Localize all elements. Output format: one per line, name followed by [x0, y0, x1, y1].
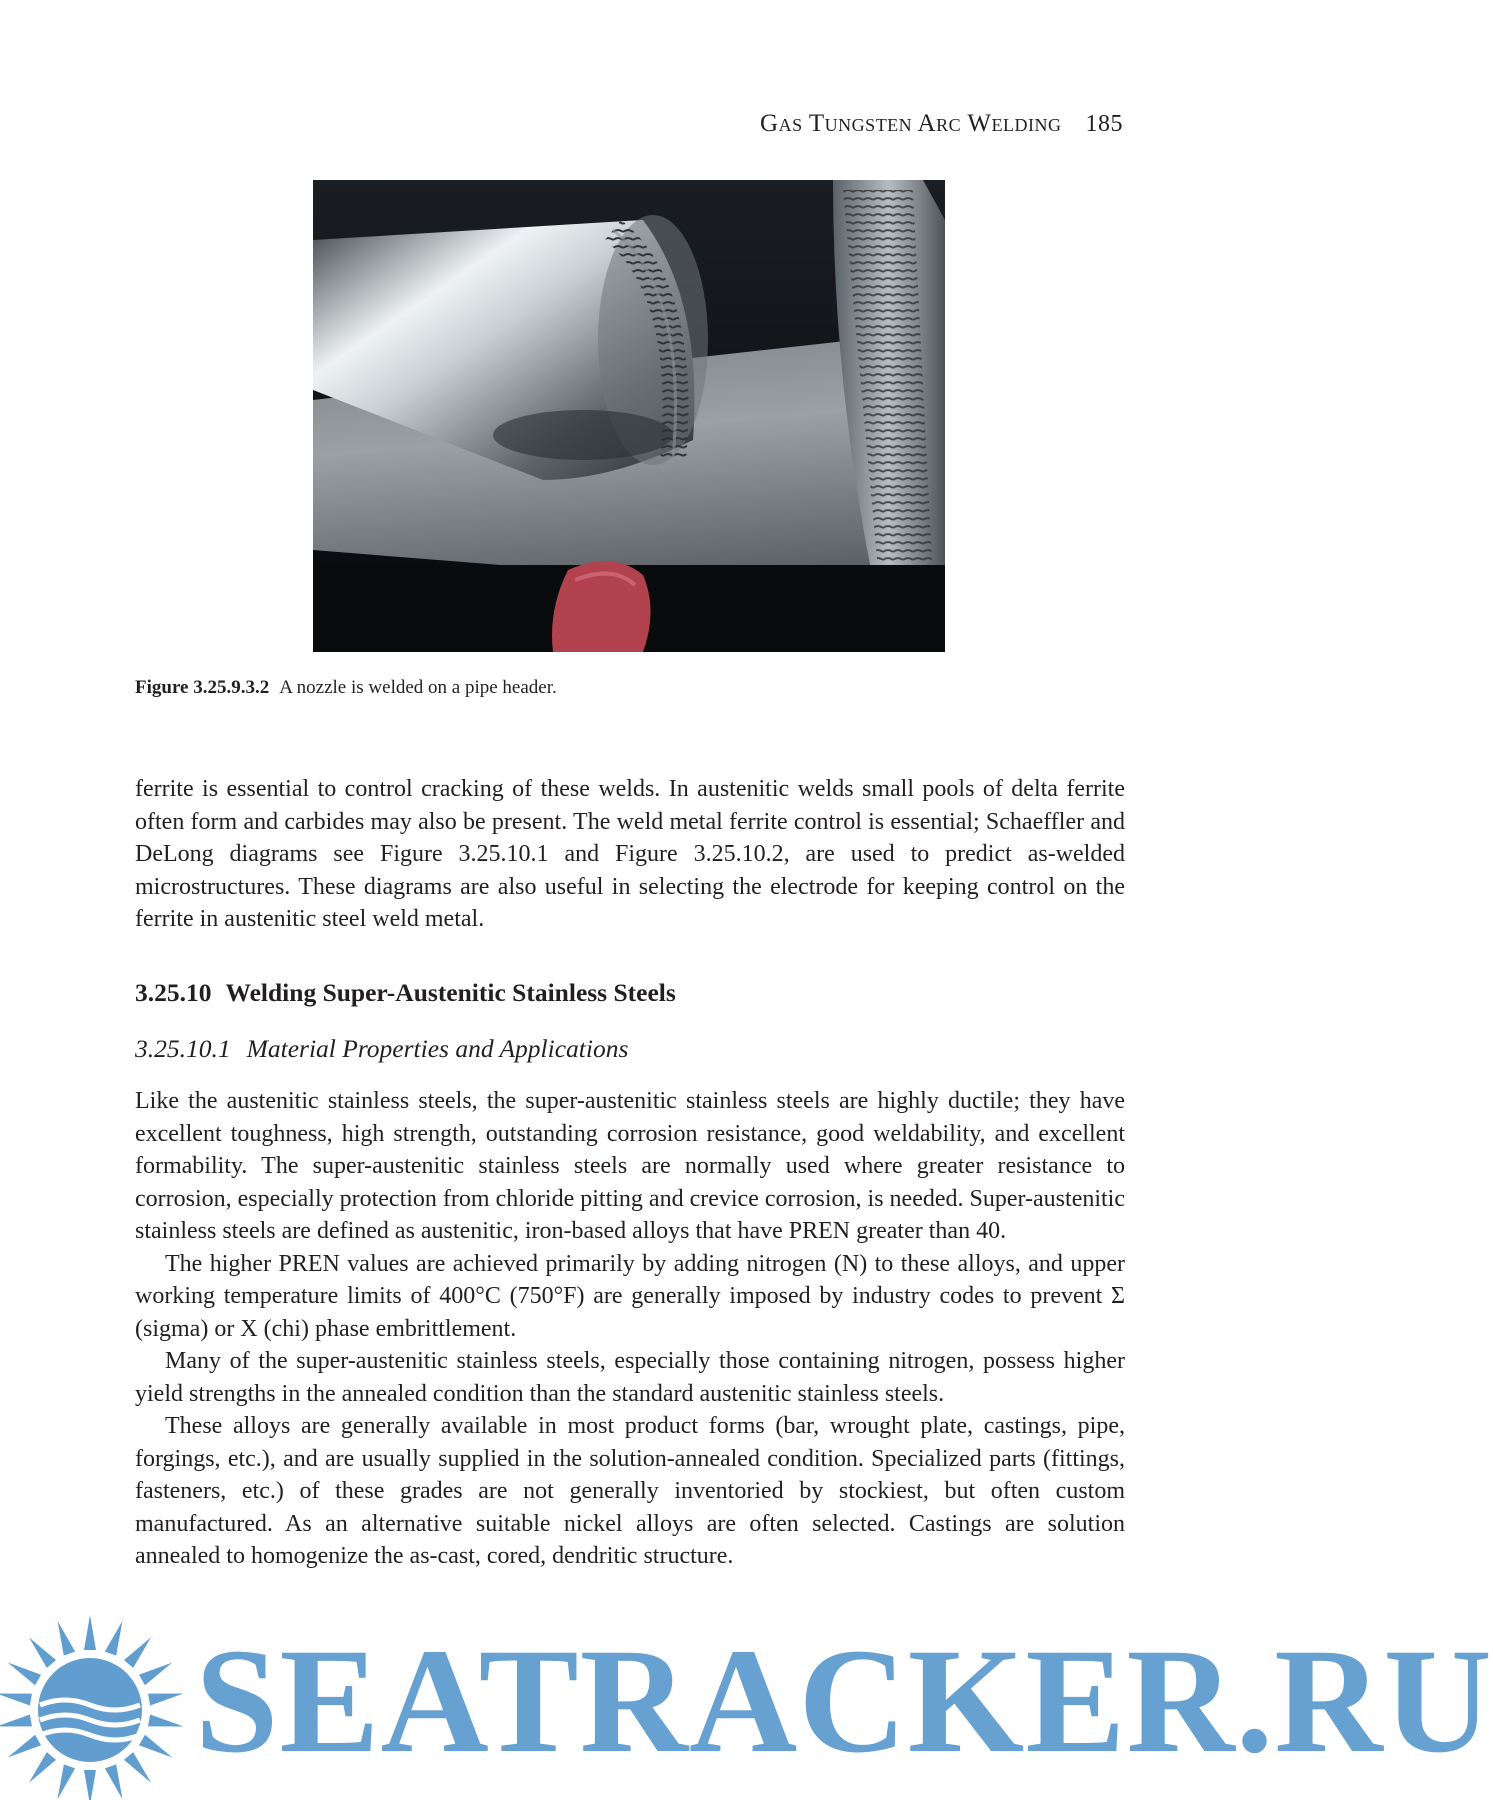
figure-caption-text: A nozzle is welded on a pipe header.	[279, 677, 557, 698]
figure-caption	[135, 677, 1125, 699]
pipe-weld-photo	[313, 180, 945, 652]
figure-label: Figure 3.25.9.3.2	[135, 677, 270, 698]
running-head	[760, 110, 1123, 138]
watermark	[0, 1610, 1493, 1800]
section-number: 3.25.10	[135, 978, 212, 1007]
running-head-title: Gas Tungsten Arc Welding	[760, 110, 1062, 137]
body-paragraph: ferrite is essential to control cracking of these welds. In austenitic welds small pools of delta ferrite often form and carbides may also be present. The weld metal ferrite control is essential; Schaeffler and DeLong diagrams see Figure 3.25.10.1 and Figure 3.25.10.2, are used to predict as-welded microstructures. These diagrams are also useful in selecting the electrode for keeping control on the ferrite in austenitic steel weld metal.	[135, 776, 1125, 932]
subsection-number: 3.25.10.1	[135, 1034, 231, 1063]
body-paragraph: The higher PREN values are achieved primarily by adding nitrogen (N) to these alloys, and upper working temperature limits of 400°C (750°F) are generally imposed by industry codes to prevent Σ (sigma) or X (chi) phase embrittlement.	[135, 1250, 1125, 1342]
body-paragraph: Many of the super-austenitic stainless steels, especially those containing nitrogen, possess higher yield strengths in the annealed condition than the standard austenitic stainless steels.	[135, 1348, 1125, 1407]
figure-photo	[313, 180, 945, 652]
section-heading	[135, 978, 1125, 1008]
watermark-text: SEATRACKER.RU	[195, 1618, 1493, 1784]
body-paragraph: These alloys are generally available in most product forms (bar, wrought plate, castings, pipe, forgings, etc.), and are usually supplied in the solution-annealed condition. Specialized parts (fittings, fasteners, etc.) of these grades are not generally inventoried by stockiest, but often custom manufactured. As an alternative suitable nickel alloys are often selected. Castings are solution annealed to homogenize the as-cast, cored, dendritic structure.	[135, 1413, 1125, 1569]
sun-logo-icon	[0, 1610, 200, 1800]
page-number: 185	[1085, 111, 1123, 137]
body-paragraph: Like the austenitic stainless steels, the super-austenitic stainless steels are highly ductile; they have excellent toughness, high strength, outstanding corrosion resistance, good weldability, and excellent formability. The super-austenitic stainless steels are normally used where greater resistance to corrosion, especially protection from chloride pitting and crevice corrosion, is needed. Super-austenitic stainless steels are defined as austenitic, iron-based alloys that have PREN greater than 40.	[135, 1088, 1125, 1244]
body-text-block	[135, 1085, 1125, 1573]
subsection-heading	[135, 1034, 1125, 1064]
subsection-title: Material Properties and Applications	[246, 1034, 629, 1063]
section-title: Welding Super-Austenitic Stainless Steels	[225, 978, 676, 1007]
